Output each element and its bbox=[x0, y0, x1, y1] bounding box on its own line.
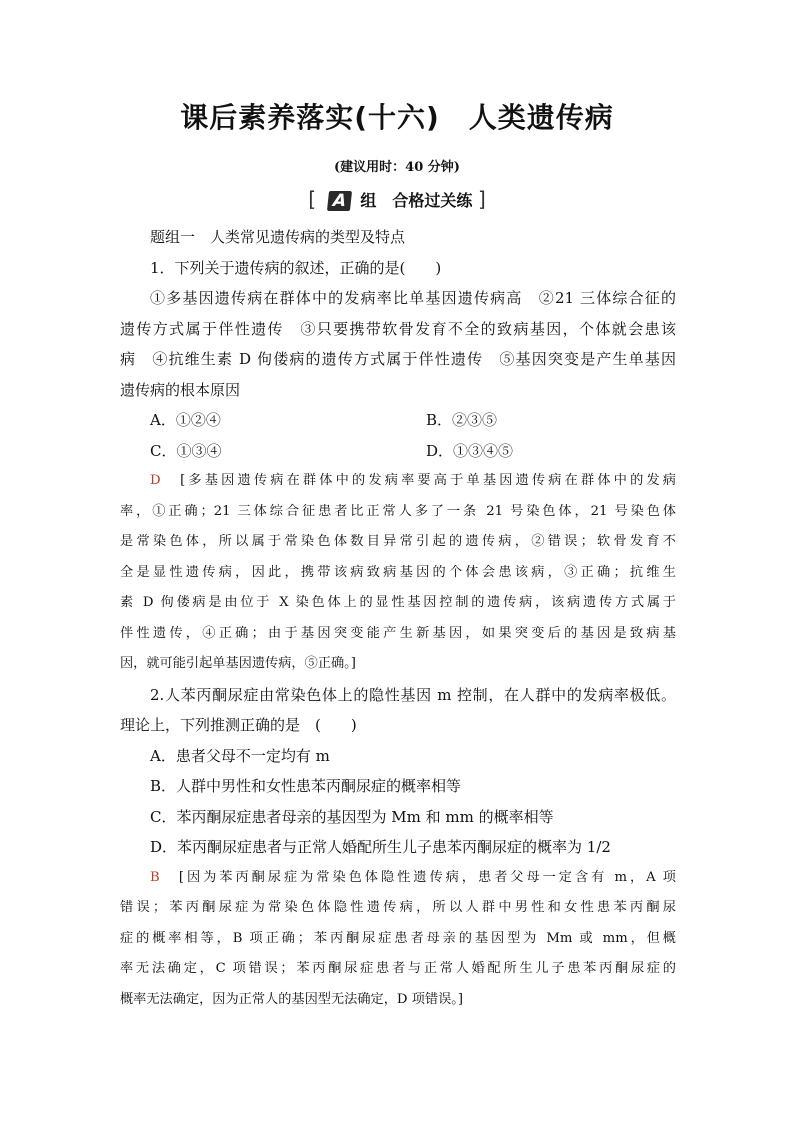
questions-body bbox=[120, 222, 676, 1015]
q2-option-b: B．人群中男性和女性患苯丙酮尿症的概率相等 bbox=[150, 777, 462, 795]
q2-answer-line: 错误；苯丙酮尿症为常染色体隐性遗传病，所以人群中男性和女性患苯丙酮尿 bbox=[120, 900, 676, 915]
q1-answer-line: 素 D 佝偻病是由位于 X 染色体上的显性基因控制的遗传病，该病遗传方式属于 bbox=[120, 595, 676, 610]
q2-stem-line: 2.人苯丙酮尿症由常染色体上的隐性基因 m 控制，在人群中的发病率极低。 bbox=[150, 685, 676, 704]
q1-answer-line: 因，就可能引起单基因遗传病，⑤正确。] bbox=[120, 656, 356, 671]
q1-option-d: D．①③④⑤ bbox=[426, 441, 514, 460]
q1-answer-text: [多基因遗传病在群体中的发病率要高于单基因遗传病在群体中的发病 bbox=[160, 473, 676, 488]
q1-body-line: ①多基因遗传病在群体中的发病率比单基因遗传病高 ②21 三体综合征的 bbox=[150, 289, 676, 307]
page-title: 课后素养落实(十六) 人类遗传病 bbox=[180, 101, 614, 134]
q1-option-c: C．①③④ bbox=[150, 441, 222, 460]
q1-answer-line bbox=[120, 466, 676, 497]
q1-option-b: B．②③⑤ bbox=[426, 411, 498, 429]
q1-options-row bbox=[120, 436, 676, 467]
q1-answer-line: 率，①正确；21 三体综合征患者比正常人多了一条 21 号染色体，21 号染色体 bbox=[120, 503, 676, 519]
q1-body-line: 遗传病的根本原因 bbox=[120, 380, 241, 399]
group-label: 组 合格过关练 bbox=[360, 191, 473, 210]
bracket-open: [ bbox=[308, 187, 317, 211]
q1-stem: 1．下列关于遗传病的叙述，正确的是( ) bbox=[150, 258, 442, 277]
group-a-badge: A bbox=[327, 191, 352, 211]
q1-body-line: 病 ④抗维生素 D 佝偻病的遗传方式属于伴性遗传 ⑤基因突变是产生单基因 bbox=[120, 350, 676, 368]
q2-answer-line: 症的概率相等，B 项正确；苯丙酮尿症患者母亲的基因型为 Mm 或 mm，但概 bbox=[120, 930, 676, 946]
q2-stem-line: 理论上，下列推测正确的是 ( ) bbox=[120, 716, 357, 734]
section-title: 题组一 人类常见遗传病的类型及特点 bbox=[150, 228, 406, 246]
q1-answer-line: 是常染色体，所以属于常染色体数目异常引起的遗传病，②错误；软骨发育不 bbox=[120, 534, 676, 549]
q1-answer-letter: D bbox=[150, 473, 161, 488]
q2-answer-line: 概率无法确定，因为正常人的基因型无法确定，D 项错误。] bbox=[120, 991, 463, 1007]
suggested-time: (建议用时：40 分钟) bbox=[334, 160, 460, 175]
q2-answer-line bbox=[120, 863, 676, 894]
q1-option-a: A．①②④ bbox=[150, 411, 221, 429]
q2-answer-line: 率无法确定，C 项错误；苯丙酮尿症患者与正常人婚配所生儿子患苯丙酮尿症的 bbox=[120, 961, 676, 976]
q2-option-c: C．苯丙酮尿症患者母亲的基因型为 Mm 和 mm 的概率相等 bbox=[150, 807, 554, 826]
q1-answer-line: 全是显性遗传病，因此，携带该病致病基因的个体会患该病，③正确；抗维生 bbox=[120, 564, 676, 580]
q2-option-a: A．患者父母不一定均有 m bbox=[150, 746, 330, 765]
q1-body-line: 遗传方式属于伴性遗传 ③只要携带软骨发育不全的致病基因，个体就会患该 bbox=[120, 319, 676, 338]
group-header bbox=[0, 187, 794, 211]
q1-options-row bbox=[120, 405, 676, 436]
q2-answer-text: [因为苯丙酮尿症为常染色体隐性遗传病，患者父母一定含有 m，A 项 bbox=[159, 869, 676, 885]
bracket-close: ] bbox=[477, 187, 486, 211]
q2-option-d: D．苯丙酮尿症患者与正常人婚配所生儿子患苯丙酮尿症的概率为 1/2 bbox=[150, 838, 611, 856]
q2-answer-letter: B bbox=[150, 869, 160, 885]
q1-answer-line: 伴性遗传，④正确；由于基因突变能产生新基因，如果突变后的基因是致病基 bbox=[120, 625, 676, 641]
